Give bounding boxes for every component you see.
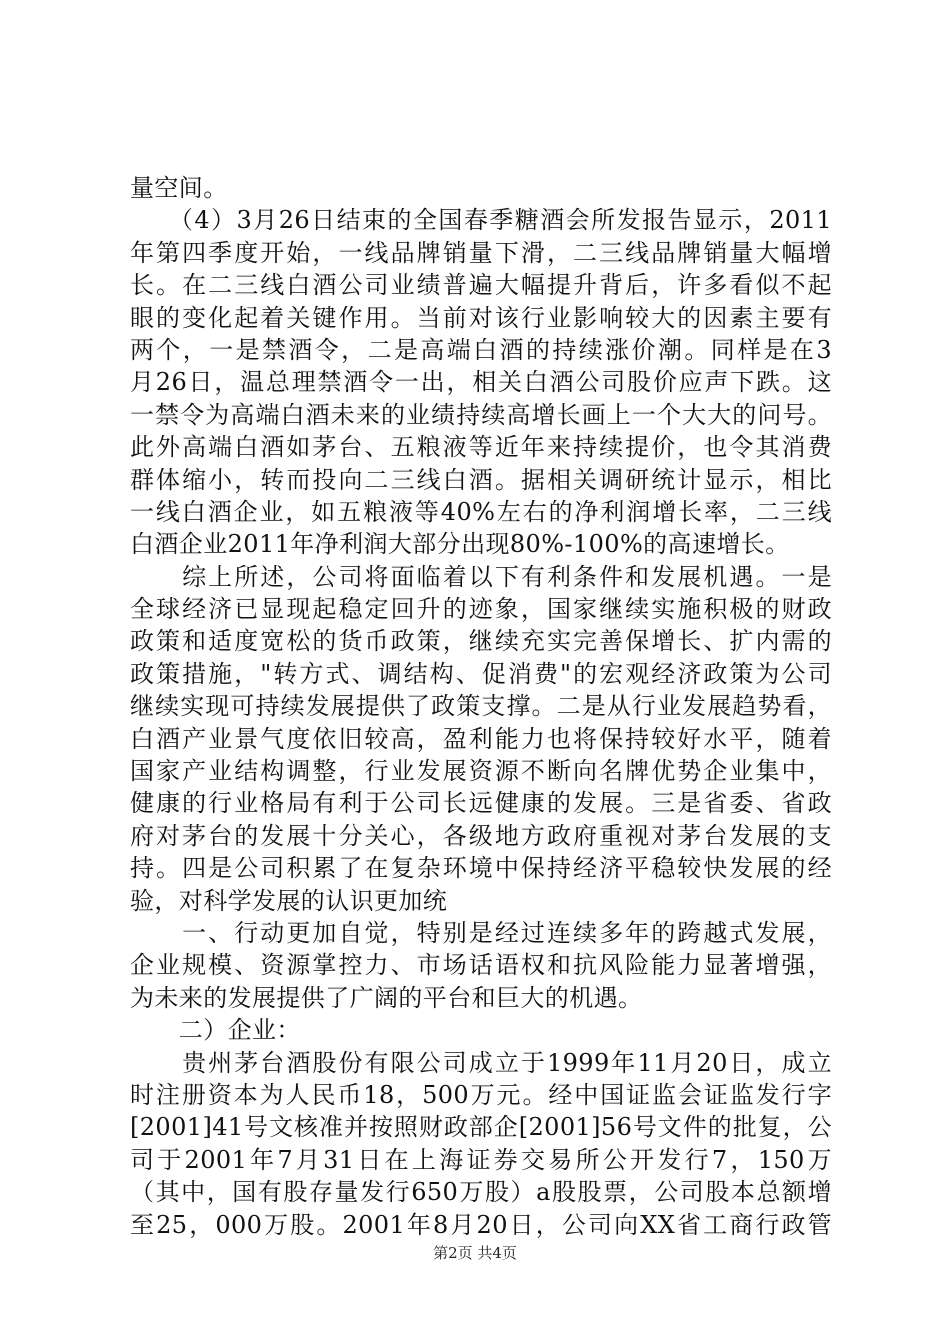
text-line: 持。四是公司积累了在复杂环境中保持经济平稳较快发展的经 [130, 854, 832, 883]
text-line: 验，对科学发展的认识更加统 [130, 886, 448, 915]
text-line: 一线白酒企业，如五粮液等40%左右的净利润增长率，二三线 [130, 497, 832, 526]
text-line: 一禁令为高端白酒未来的业绩持续高增长画上一个大大的问号。 [130, 400, 832, 429]
text-line: 白酒企业2011年净利润大部分出现80%-100%的高速增长。 [130, 530, 790, 559]
text-line: 眼的变化起着关键作用。当前对该行业影响较大的因素主要有 [130, 303, 832, 332]
text-line: （4）3月26日结束的全国春季糖酒会所发报告显示，2011 [130, 206, 832, 235]
text-line: 企业规模、资源掌控力、市场话语权和抗风险能力显著增强， [130, 951, 832, 980]
text-line: 司于2001年7月31日在上海证券交易所公开发行7，150万 [130, 1145, 832, 1174]
text-line: 一、行动更加自觉，特别是经过连续多年的跨越式发展， [130, 918, 832, 947]
page-footer: 第2页 共4页 [433, 1244, 517, 1262]
text-line: 二）企业： [130, 1016, 301, 1045]
text-line: 综上所述，公司将面临着以下有利条件和发展机遇。一是 [130, 562, 832, 591]
document-body [130, 172, 832, 1241]
text-line: 政策措施，"转方式、调结构、促消费"的宏观经济政策为公司 [130, 659, 832, 688]
text-line: 长。在二三线白酒公司业绩普遍大幅提升背后，许多看似不起 [130, 271, 832, 300]
text-line: 府对茅台的发展十分关心，各级地方政府重视对茅台发展的支 [130, 821, 832, 850]
text-line: 至25，000万股。2001年8月20日，公司向XX省工商行政管 [130, 1210, 832, 1239]
text-line: 时注册资本为人民币18，500万元。经中国证监会证监发行字 [130, 1080, 832, 1109]
text-line: 健康的行业格局有利于公司长远健康的发展。三是省委、省政 [130, 789, 832, 818]
text-line: 为未来的发展提供了广阔的平台和巨大的机遇。 [130, 983, 643, 1012]
text-line: 贵州茅台酒股份有限公司成立于1999年11月20日，成立 [130, 1048, 832, 1077]
text-line: 政策和适度宽松的货币政策，继续充实完善保增长、扩内需的 [130, 627, 832, 656]
text-line: 此外高端白酒如茅台、五粮液等近年来持续提价，也令其消费 [130, 433, 832, 462]
text-line: 两个，一是禁酒令，二是高端白酒的持续涨价潮。同样是在3 [130, 335, 832, 364]
text-line: （其中，国有股存量发行650万股）a股股票，公司股本总额增 [130, 1178, 832, 1207]
text-line: 年第四季度开始，一线品牌销量下滑，二三线品牌销量大幅增 [130, 238, 832, 267]
text-line: [2001]41号文核准并按照财政部企[2001]56号文件的批复，公 [130, 1113, 832, 1142]
text-line: 群体缩小，转而投向二三线白酒。据相关调研统计显示，相比 [130, 465, 832, 494]
text-line: 国家产业结构调整，行业发展资源不断向名牌优势企业集中， [130, 757, 832, 786]
text-line: 月26日，温总理禁酒令一出，相关白酒公司股价应声下跌。这 [130, 368, 832, 397]
text-line: 白酒产业景气度依旧较高，盈利能力也将保持较好水平，随着 [130, 724, 832, 753]
text-line: 量空间。 [130, 174, 228, 202]
text-line: 全球经济已显现起稳定回升的迹象，国家继续实施积极的财政 [130, 595, 832, 624]
text-line: 继续实现可持续发展提供了政策支撑。二是从行业发展趋势看， [130, 692, 832, 721]
